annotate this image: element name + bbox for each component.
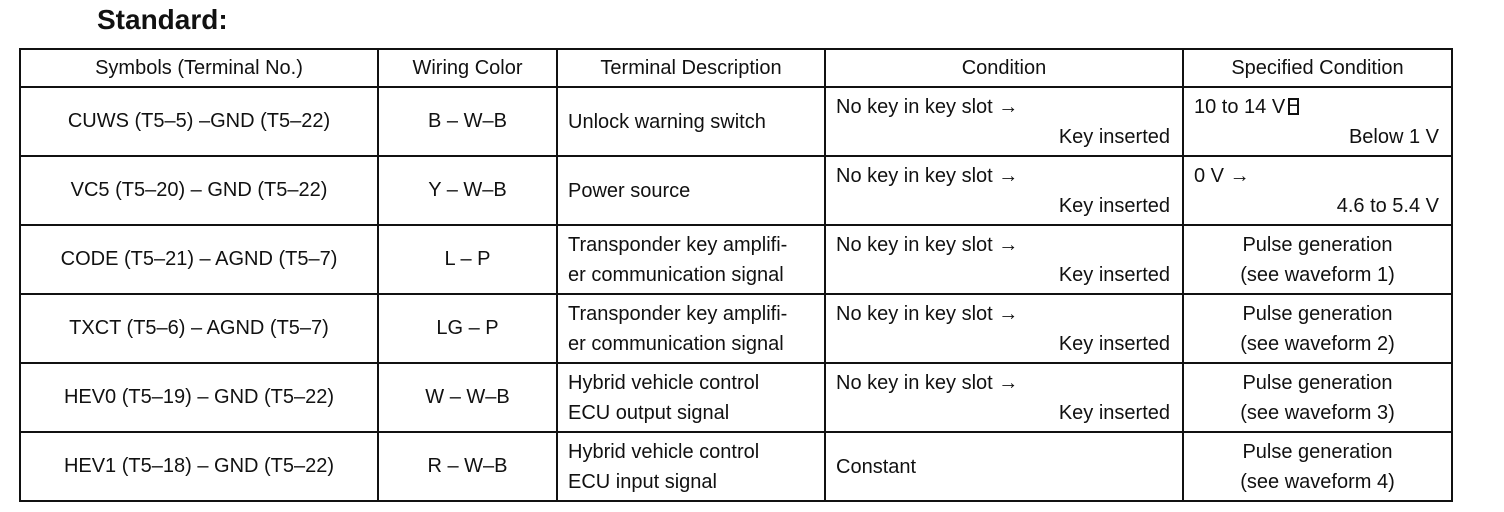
symbol-cell: HEV0 (T5–19) – GND (T5–22) <box>20 363 378 432</box>
description-line: ECU output signal <box>568 401 730 424</box>
specified-line: Pulse generation <box>1242 302 1393 325</box>
table-row <box>20 432 1452 501</box>
condition-line: No key in key slot → <box>836 302 1019 325</box>
condition-cell <box>825 363 1183 432</box>
description-cell <box>557 156 825 225</box>
description-line: Transponder key amplifi- <box>568 233 788 256</box>
condition-cell <box>825 432 1183 501</box>
description-line: Unlock warning switch <box>568 110 766 133</box>
specified-condition-cell <box>1183 432 1452 501</box>
description-line: Power source <box>568 179 691 202</box>
specified-line: Pulse generation <box>1242 233 1393 256</box>
specified-line: (see waveform 3) <box>1240 401 1395 424</box>
wiring-color-cell: R – W–B <box>378 432 557 501</box>
table-row <box>20 294 1452 363</box>
specified-condition-cell <box>1183 363 1452 432</box>
condition-line: No key in key slot → <box>836 164 1019 187</box>
description-line: ECU input signal <box>568 470 717 493</box>
condition-cell <box>825 156 1183 225</box>
description-line: er communication signal <box>568 263 784 286</box>
standard-table <box>19 48 1453 502</box>
specified-line: Below 1 V <box>1348 125 1439 148</box>
wiring-color-cell: L – P <box>378 225 557 294</box>
specified-line: 4.6 to 5.4 V <box>1336 194 1439 217</box>
column-header-condition: Condition <box>825 49 1183 87</box>
wiring-color-cell: B – W–B <box>378 87 557 156</box>
condition-line: Key inserted <box>1058 332 1170 355</box>
wiring-color-cell: Y – W–B <box>378 156 557 225</box>
description-cell <box>557 432 825 501</box>
table-row <box>20 363 1452 432</box>
table-row <box>20 87 1452 156</box>
column-header-wiring-color: Wiring Color <box>378 49 557 87</box>
missing-glyph-icon <box>1288 98 1299 115</box>
condition-line: No key in key slot → <box>836 95 1019 118</box>
wiring-color-cell: LG – P <box>378 294 557 363</box>
specified-line: Pulse generation <box>1242 440 1393 463</box>
condition-cell <box>825 87 1183 156</box>
column-header-symbols: Symbols (Terminal No.) <box>20 49 378 87</box>
table-row <box>20 156 1452 225</box>
specified-condition-cell <box>1183 225 1452 294</box>
condition-line: Key inserted <box>1058 401 1170 424</box>
specified-line: 0 V → <box>1194 164 1250 187</box>
description-cell <box>557 87 825 156</box>
condition-cell <box>825 225 1183 294</box>
specified-line: (see waveform 1) <box>1240 263 1395 286</box>
condition-line: No key in key slot → <box>836 233 1019 256</box>
column-header-terminal-description: Terminal Description <box>557 49 825 87</box>
symbol-cell: VC5 (T5–20) – GND (T5–22) <box>20 156 378 225</box>
table-row <box>20 225 1452 294</box>
symbol-cell: CODE (T5–21) – AGND (T5–7) <box>20 225 378 294</box>
description-line: Hybrid vehicle control <box>568 440 760 463</box>
condition-line: Key inserted <box>1058 125 1170 148</box>
condition-line: Constant <box>836 455 917 478</box>
wiring-color-cell: W – W–B <box>378 363 557 432</box>
description-cell <box>557 363 825 432</box>
symbol-cell: TXCT (T5–6) – AGND (T5–7) <box>20 294 378 363</box>
symbol-cell: CUWS (T5–5) –GND (T5–22) <box>20 87 378 156</box>
column-header-specified-condition: Specified Condition <box>1183 49 1452 87</box>
specified-condition-cell <box>1183 87 1452 156</box>
description-cell <box>557 294 825 363</box>
symbol-cell: HEV1 (T5–18) – GND (T5–22) <box>20 432 378 501</box>
description-line: Hybrid vehicle control <box>568 371 760 394</box>
description-line: Transponder key amplifi- <box>568 302 788 325</box>
condition-line: No key in key slot → <box>836 371 1019 394</box>
condition-cell <box>825 294 1183 363</box>
specified-line: Pulse generation <box>1242 371 1393 394</box>
description-cell <box>557 225 825 294</box>
page-heading: Standard: <box>97 4 228 35</box>
specified-line: (see waveform 4) <box>1240 470 1395 493</box>
condition-line: Key inserted <box>1058 263 1170 286</box>
description-line: er communication signal <box>568 332 784 355</box>
condition-line: Key inserted <box>1058 194 1170 217</box>
specified-line: 10 to 14 V <box>1194 95 1286 118</box>
specified-condition-cell <box>1183 294 1452 363</box>
table-header-row <box>20 49 1452 87</box>
specified-line: (see waveform 2) <box>1240 332 1395 355</box>
specified-condition-cell <box>1183 156 1452 225</box>
